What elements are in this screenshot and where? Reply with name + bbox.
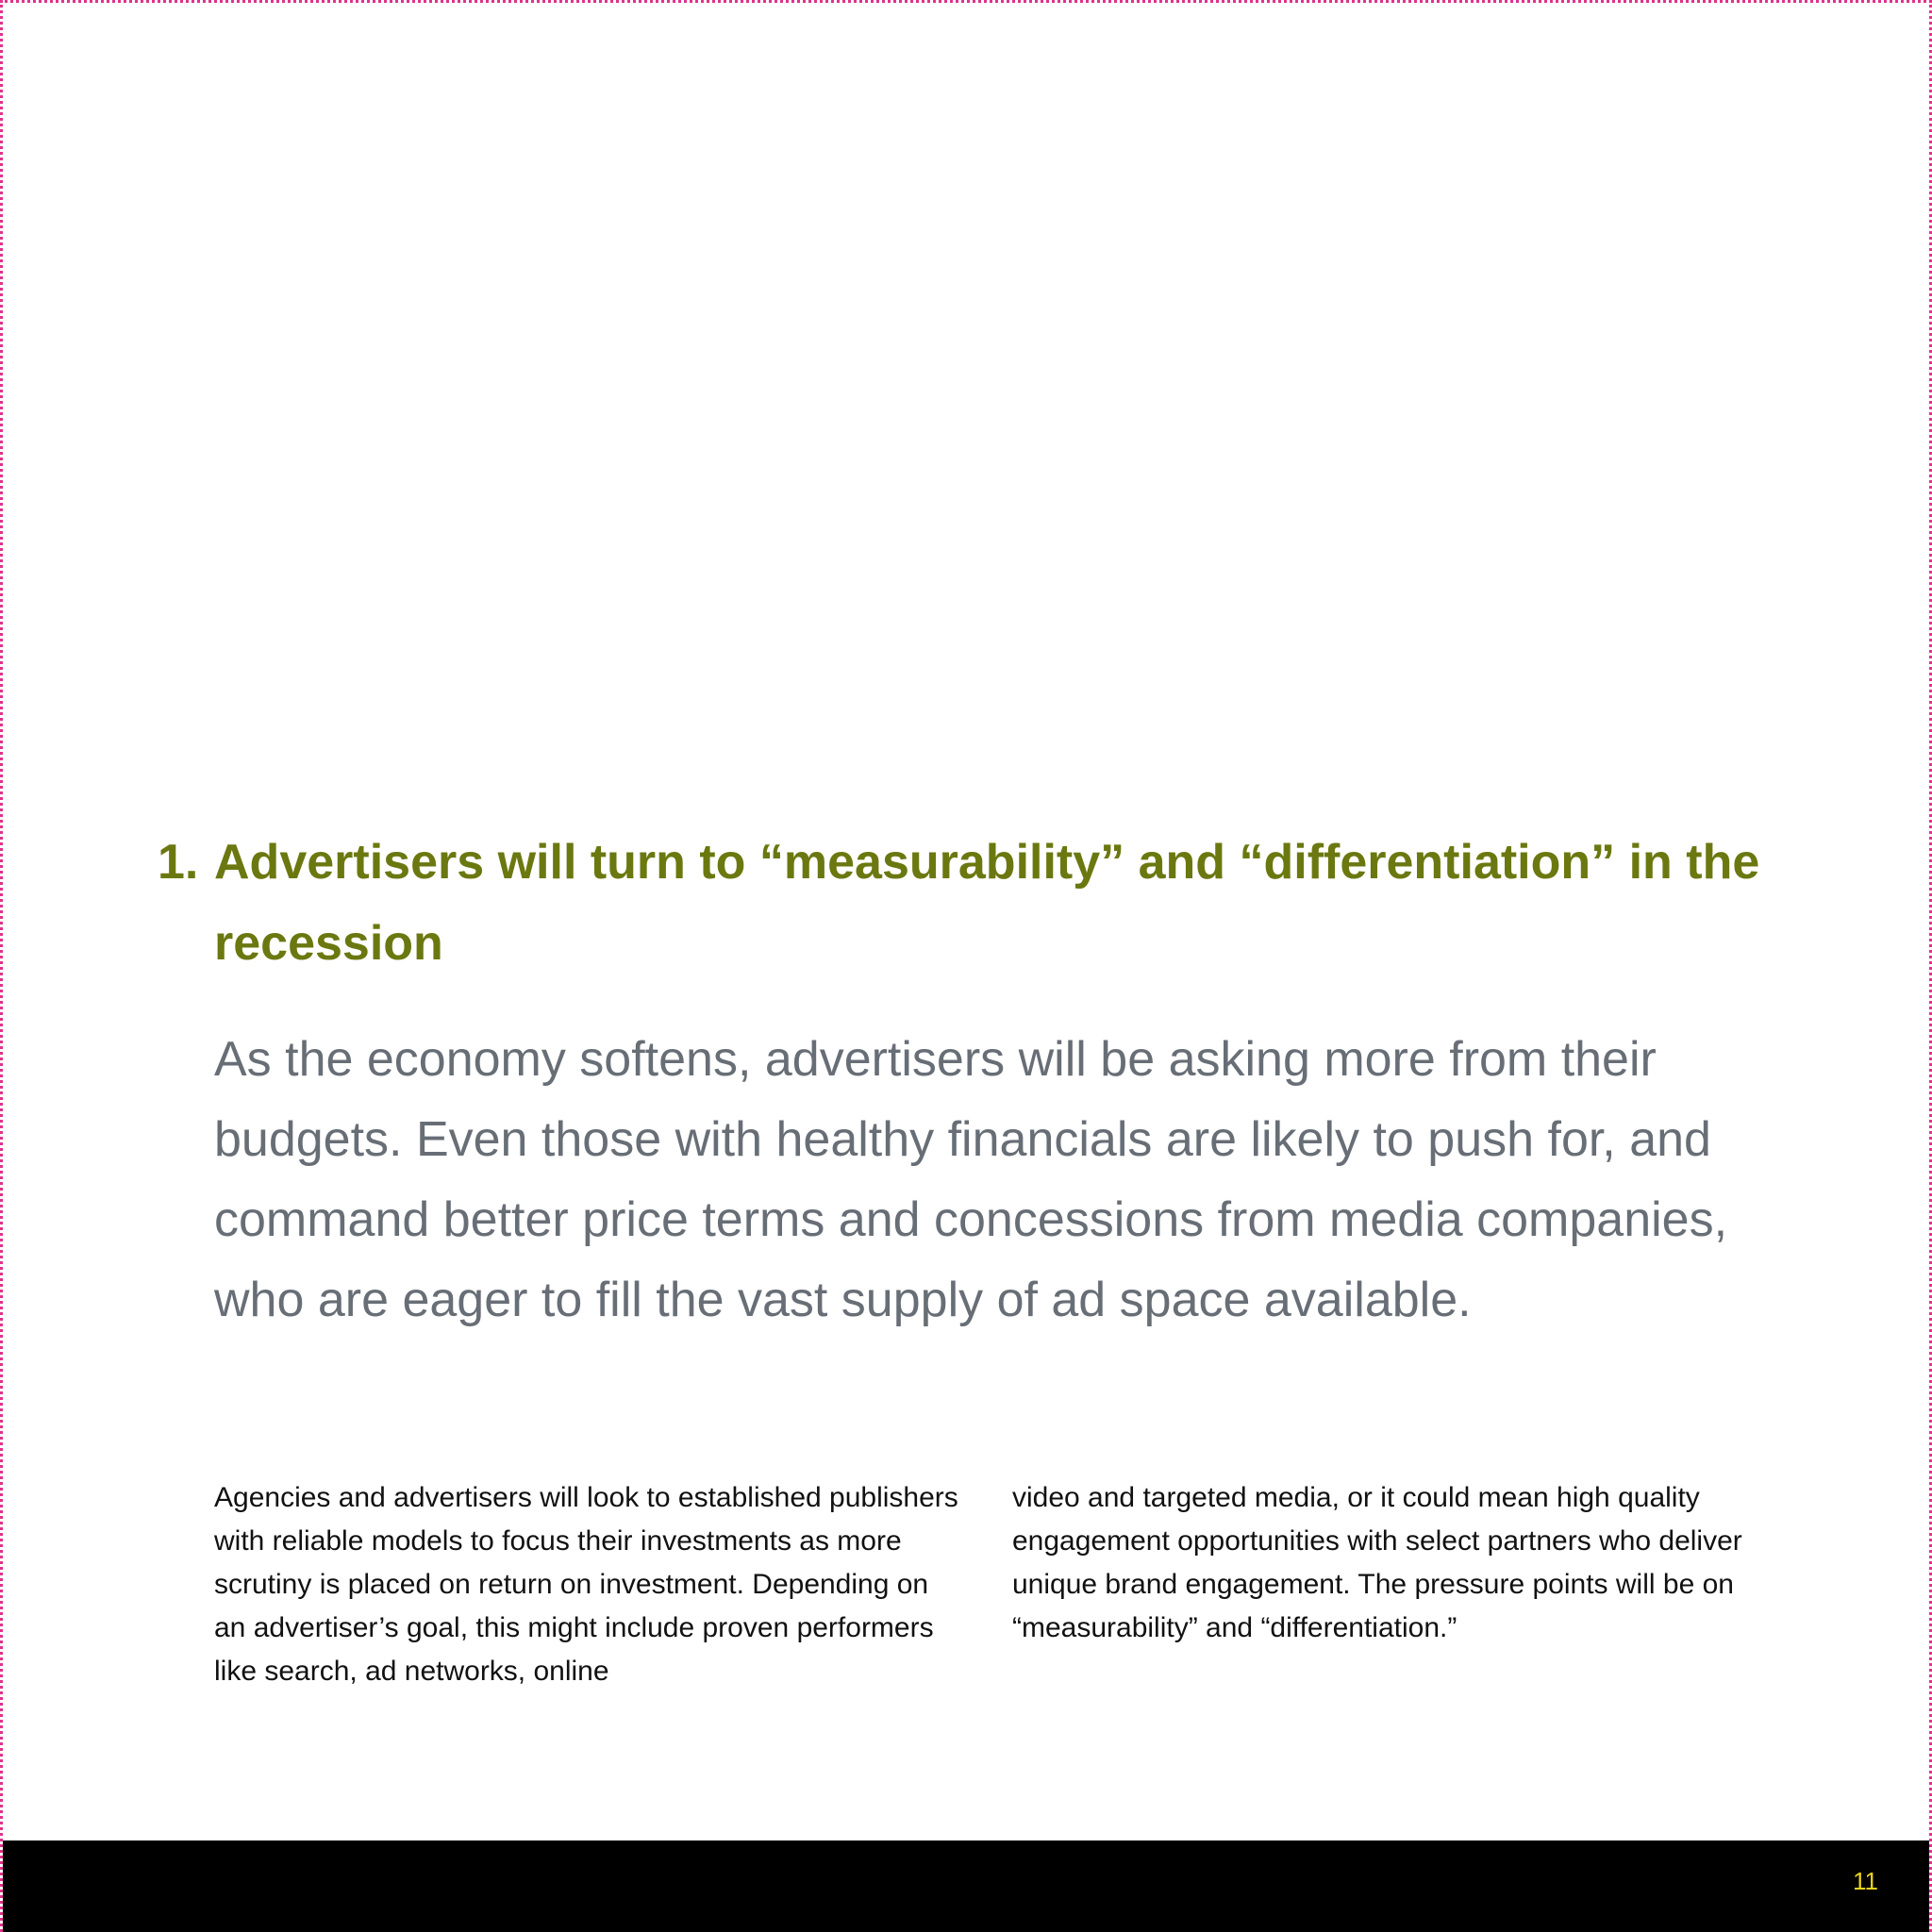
body-columns xyxy=(214,1476,1757,1693)
body-column-left: Agencies and advertisers will look to established publishers with reliable models to focus their investments as more scrutiny is placed on return on investment. Depending on an advertiser’s goal, this might include proven performers like search, ad networks, online xyxy=(214,1482,958,1687)
lead-paragraph: As the economy softens, advertisers will be asking more from their budgets. Even those with healthy financials are likely to push for, and command better price terms and concessions from media companies, who are eager to fill the vast supply of ad space available. xyxy=(214,1032,1728,1327)
footer-bar xyxy=(3,1840,1929,1932)
page-number: 11 xyxy=(1853,1867,1878,1895)
section-number: 1. xyxy=(158,835,199,890)
section-title: Advertisers will turn to “measurability” and “differentiation” in the recession xyxy=(214,835,1760,971)
section-heading xyxy=(158,822,1780,984)
body-column-right: video and targeted media, or it could mean high quality engagement opportunities with select partners who deliver unique brand engagement. The pressure points will be on “measurability” and “differentiation.” xyxy=(1012,1482,1742,1643)
